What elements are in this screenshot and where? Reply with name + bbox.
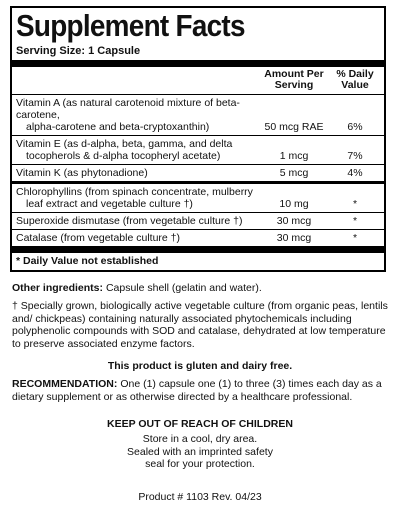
nutrient-dv: *	[352, 198, 358, 210]
gluten-free-note: This product is gluten and dairy free.	[107, 360, 293, 372]
panel-title: Supplement Facts	[16, 8, 245, 43]
nutrient-name-cont: tocopherols & d-alpha tocopheryl acetate)	[26, 150, 221, 162]
nutrient-name: Vitamin K (as phytonadione)	[16, 167, 148, 179]
nutrient-name: Superoxide dismutase (from vegetable culture †)	[16, 215, 243, 227]
recommendation-text: One (1) capsule one (1) to three (3) times each day as a dietary supplement or as otherwise directed by a healthcare professional.	[12, 378, 382, 403]
product-number: Product # 1103 Rev. 04/23	[138, 491, 262, 503]
bottom-divider	[12, 246, 384, 253]
column-header	[16, 67, 380, 94]
nutrient-row	[16, 184, 380, 212]
nutrient-amount: 50 mcg RAE	[264, 121, 324, 133]
nutrient-amount: 30 mcg	[276, 232, 312, 244]
nutrient-name: Chlorophyllins (from spinach concentrate, mulberry	[16, 186, 253, 198]
nutrient-row	[16, 213, 380, 229]
nutrient-name: Vitamin A (as natural carotenoid mixture of beta-carotene,	[16, 97, 240, 121]
nutrient-table	[16, 95, 380, 246]
other-ingredients	[12, 282, 388, 295]
nutrient-dv: *	[352, 215, 358, 227]
nutrient-name-cont: alpha-carotene and beta-cryptoxanthin)	[26, 121, 210, 133]
storage-line: Sealed with an imprinted safety	[127, 445, 273, 458]
storage-instructions	[12, 433, 388, 471]
nutrient-row	[16, 230, 380, 246]
dagger-note: † Specially grown, biologically active vegetable culture (from organic peas, lentils and/ chickpeas) containing naturally associated phytochemicals including polyphenolic compounds with SOD and catalase, dehydrated at low temperature to preserve associated enzyme factors.	[12, 300, 388, 350]
storage-line: Store in a cool, dry area.	[142, 433, 258, 445]
nutrient-name-cont: leaf extract and vegetable culture †)	[26, 198, 193, 210]
storage-line: seal for your protection.	[145, 458, 255, 470]
nutrient-name: Catalase (from vegetable culture †)	[16, 232, 180, 244]
supplement-facts-panel	[10, 6, 386, 272]
recommendation	[12, 378, 388, 403]
nutrient-name: Vitamin E (as d-alpha, beta, gamma, and delta	[16, 138, 233, 150]
nutrient-dv: 4%	[347, 167, 363, 179]
warning: KEEP OUT OF REACH OF CHILDREN	[107, 418, 293, 430]
amount-header: Amount Per Serving	[264, 68, 324, 91]
other-ingredients-text: Capsule shell (gelatin and water).	[105, 282, 262, 294]
dv-header: % Daily Value	[336, 68, 374, 91]
nutrient-amount: 1 mcg	[279, 150, 309, 162]
nutrient-dv: 7%	[347, 150, 363, 162]
nutrient-amount: 5 mcg	[279, 167, 309, 179]
other-ingredients-label: Other ingredients:	[12, 282, 104, 294]
dv-note: * Daily Value not established	[16, 255, 159, 267]
nutrient-dv: *	[352, 232, 358, 244]
nutrient-row	[16, 165, 380, 181]
nutrient-row	[16, 95, 380, 135]
nutrient-dv: 6%	[347, 121, 363, 133]
nutrient-amount: 30 mcg	[276, 215, 312, 227]
serving-size: Serving Size: 1 Capsule	[16, 45, 141, 57]
recommendation-label: RECOMMENDATION:	[12, 378, 118, 390]
nutrient-row	[16, 136, 380, 164]
thick-divider	[12, 60, 384, 67]
nutrient-amount: 10 mg	[279, 198, 309, 210]
